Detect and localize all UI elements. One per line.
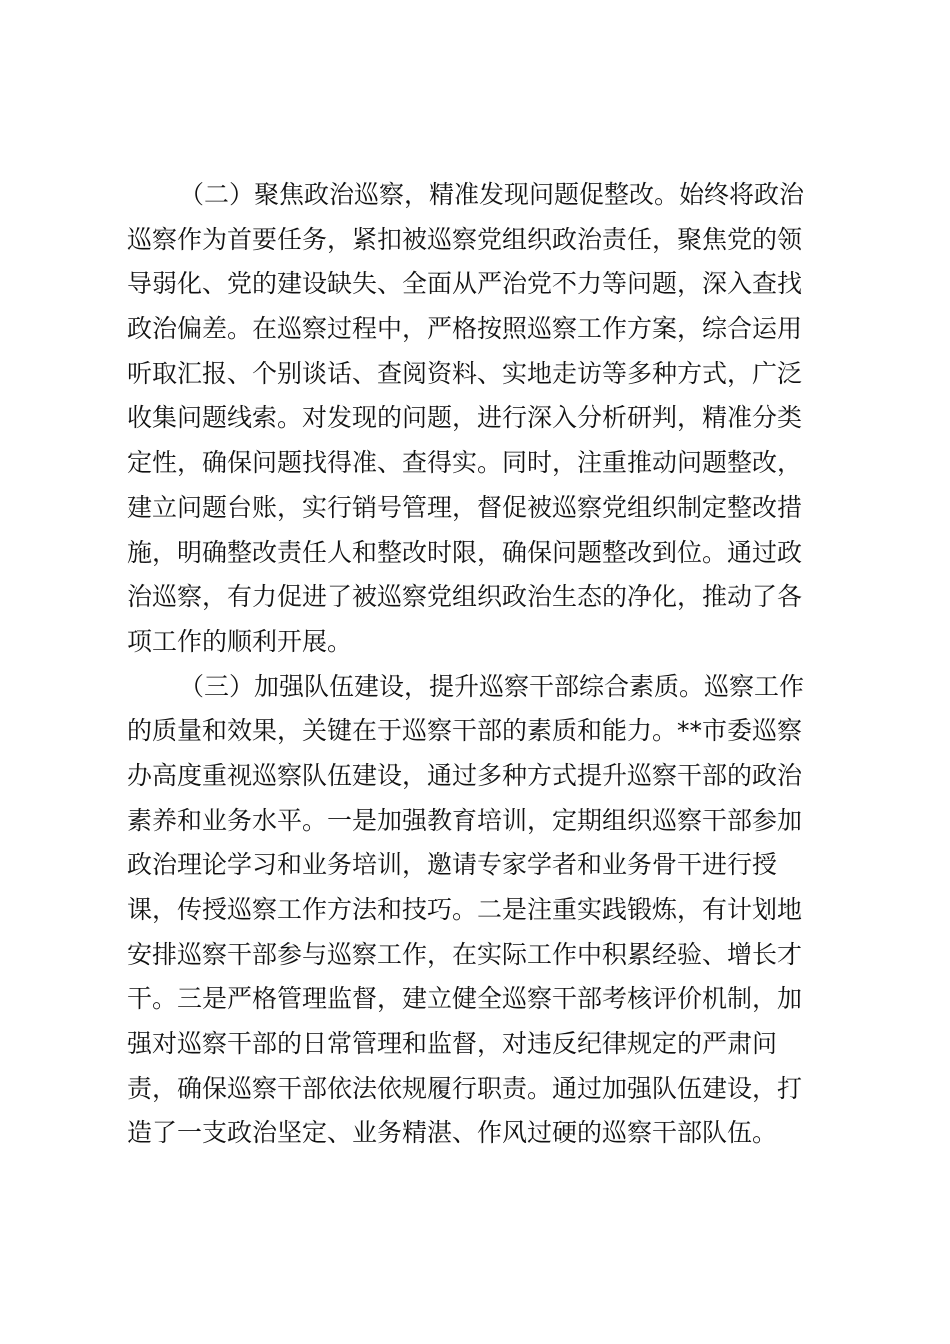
paragraph-line: 项工作的顺利开展。 (127, 626, 353, 656)
paragraph-line: 建立问题台账，实行销号管理，督促被巡察党组织制定整改措 (127, 492, 803, 522)
paragraph-line: 安排巡察干部参与巡察工作，在实际工作中积累经验、增长才 (127, 939, 803, 969)
paragraph-line: 的质量和效果，关键在于巡察干部的素质和能力。**市委巡察 (127, 716, 803, 746)
document-body (127, 173, 823, 1156)
paragraph-line: 干。三是严格管理监督，建立健全巡察干部考核评价机制，加 (127, 984, 803, 1014)
paragraph-line: 办高度重视巡察队伍建设，通过多种方式提升巡察干部的政治 (127, 760, 803, 790)
paragraph-line: 责，确保巡察干部依法依规履行职责。通过加强队伍建设，打 (127, 1073, 803, 1103)
paragraph-line: 课，传授巡察工作方法和技巧。二是注重实践锻炼，有计划地 (127, 895, 803, 924)
paragraph-line: 收集问题线索。对发现的问题，进行深入分析研判，精准分类 (127, 403, 803, 433)
paragraph-line: 定性，确保问题找得准、查得实。同时，注重推动问题整改， (127, 448, 803, 478)
paragraph-line: 治巡察，有力促进了被巡察党组织政治生态的净化，推动了各 (127, 582, 803, 612)
paragraph-line: 政治理论学习和业务培训，邀请专家学者和业务骨干进行授 (127, 850, 778, 880)
paragraph-line: 素养和业务水平。一是加强教育培训，定期组织巡察干部参加 (127, 805, 803, 835)
paragraph-line: （三）加强队伍建设，提升巡察干部综合素质。巡察工作 (179, 671, 805, 701)
paragraph-line: 强对巡察干部的日常管理和监督，对违反纪律规定的严肃问 (127, 1029, 778, 1059)
paragraph-line: 政治偏差。在巡察过程中，严格按照巡察工作方案，综合运用 (127, 314, 803, 344)
paragraph-team-building (127, 665, 823, 1157)
paragraph-line: 听取汇报、个别谈话、查阅资料、实地走访等多种方式，广泛 (127, 358, 803, 388)
paragraph-line: 造了一支政治坚定、业务精湛、作风过硬的巡察干部队伍。 (127, 1118, 778, 1148)
paragraph-line: 巡察作为首要任务，紧扣被巡察党组织政治责任，聚焦党的领 (127, 224, 803, 254)
paragraph-line: （二）聚焦政治巡察，精准发现问题促整改。始终将政治 (179, 180, 805, 209)
paragraph-political-inspection (127, 173, 823, 665)
paragraph-line: 施，明确整改责任人和整改时限，确保问题整改到位。通过政 (127, 537, 803, 567)
paragraph-line: 导弱化、党的建设缺失、全面从严治党不力等问题，深入查找 (127, 269, 803, 299)
